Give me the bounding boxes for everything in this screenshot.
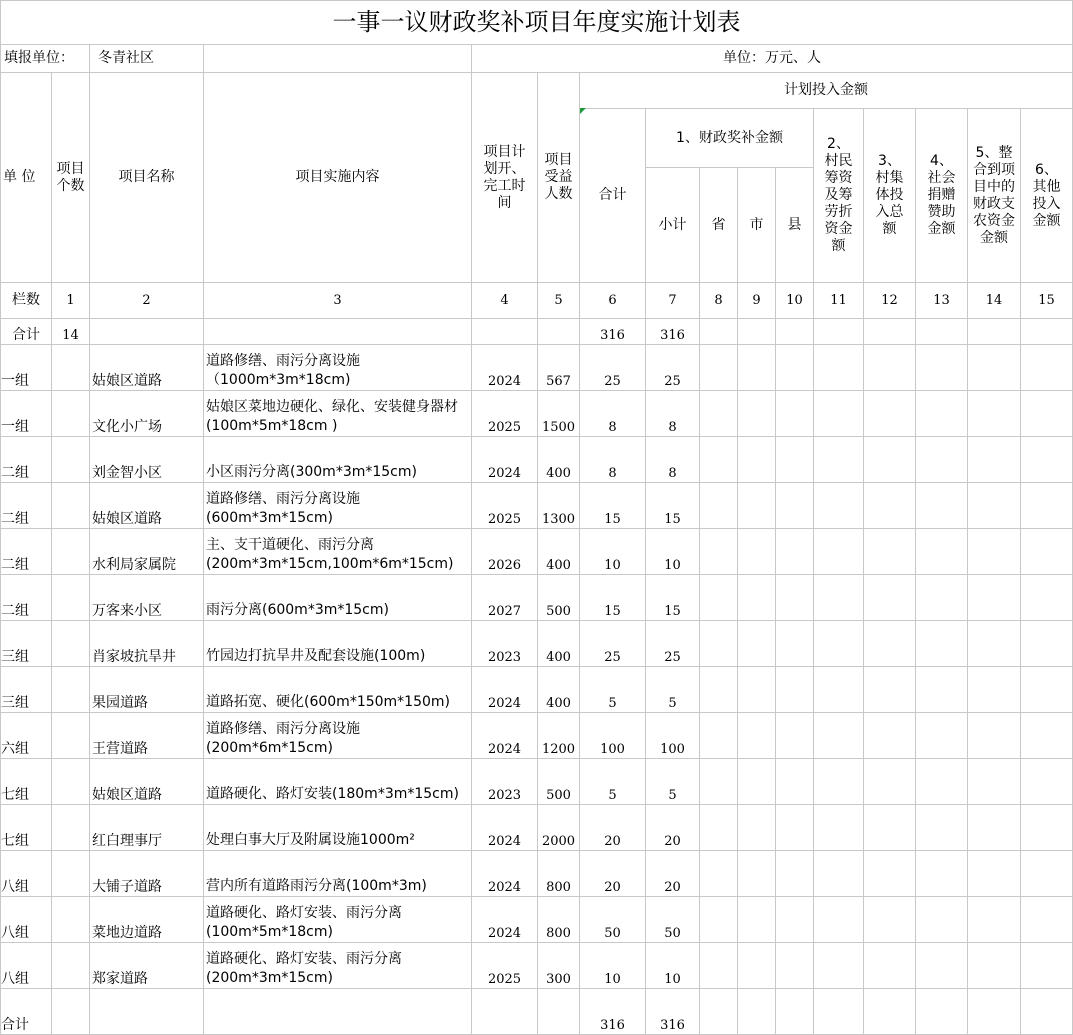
row-unit: 二组 xyxy=(1,529,52,575)
row-subtotal: 25 xyxy=(646,621,700,667)
column-number: 12 xyxy=(864,283,916,319)
row-subtotal: 100 xyxy=(646,713,700,759)
row-project-name: 文化小广场 xyxy=(90,391,204,437)
column-number: 9 xyxy=(738,283,776,319)
empty-cell xyxy=(864,437,916,483)
row-year: 2027 xyxy=(472,575,538,621)
row-year: 2025 xyxy=(472,391,538,437)
column-number: 14 xyxy=(968,283,1021,319)
filler-label: 填报单位： xyxy=(1,45,90,73)
empty-cell xyxy=(1021,345,1073,391)
row-count xyxy=(52,621,90,667)
column-numbers-label: 栏数 xyxy=(1,283,52,319)
empty-cell xyxy=(968,805,1021,851)
row-total: 10 xyxy=(580,943,646,989)
row-content: 小区雨污分离(300m*3m*15cm) xyxy=(204,437,472,483)
row-beneficiaries: 800 xyxy=(538,851,580,897)
header-unit: 单 位 xyxy=(1,73,52,283)
empty-cell xyxy=(864,667,916,713)
header-county: 县 xyxy=(776,168,814,283)
row-unit: 二组 xyxy=(1,575,52,621)
empty-cell xyxy=(968,667,1021,713)
row-content: 主、支干道硬化、雨污分离(200m*3m*15cm,100m*6m*15cm) xyxy=(204,529,472,575)
empty-cell xyxy=(864,897,916,943)
empty-cell xyxy=(916,437,968,483)
empty-cell xyxy=(916,851,968,897)
row-content: 道路修缮、雨污分离设施(200m*6m*15cm) xyxy=(204,713,472,759)
row-subtotal: 25 xyxy=(646,345,700,391)
row-unit: 八组 xyxy=(1,851,52,897)
empty-cell xyxy=(738,391,776,437)
column-number: 2 xyxy=(90,283,204,319)
empty-cell xyxy=(700,621,738,667)
row-project-name: 姑娘区道路 xyxy=(90,345,204,391)
row-project-name: 大铺子道路 xyxy=(90,851,204,897)
row-unit: 八组 xyxy=(1,943,52,989)
row-unit: 二组 xyxy=(1,483,52,529)
empty-cell xyxy=(776,851,814,897)
row-subtotal: 5 xyxy=(646,759,700,805)
row-subtotal: 10 xyxy=(646,943,700,989)
empty-cell xyxy=(738,345,776,391)
row-year: 2024 xyxy=(472,897,538,943)
row-unit: 二组 xyxy=(1,437,52,483)
empty-cell xyxy=(814,897,864,943)
row-unit: 八组 xyxy=(1,897,52,943)
row-subtotal: 15 xyxy=(646,483,700,529)
empty-cell xyxy=(700,759,738,805)
header-name: 项目名称 xyxy=(90,73,204,283)
row-total: 50 xyxy=(580,897,646,943)
empty-cell xyxy=(1021,897,1073,943)
row-total: 15 xyxy=(580,483,646,529)
empty-cell xyxy=(814,805,864,851)
table-row xyxy=(1,759,1073,805)
header-province: 省 xyxy=(700,168,738,283)
header-fiscal: 1、财政奖补金额 xyxy=(646,109,814,168)
empty-cell xyxy=(700,345,738,391)
empty-cell xyxy=(814,483,864,529)
column-number: 4 xyxy=(472,283,538,319)
row-project-name: 王营道路 xyxy=(90,713,204,759)
empty-cell xyxy=(916,943,968,989)
row-count xyxy=(52,483,90,529)
row-year: 2026 xyxy=(472,529,538,575)
column-number: 8 xyxy=(700,283,738,319)
row-year: 2024 xyxy=(472,345,538,391)
empty-cell xyxy=(738,897,776,943)
row-project-name: 姑娘区道路 xyxy=(90,483,204,529)
empty-cell xyxy=(814,575,864,621)
row-beneficiaries: 500 xyxy=(538,575,580,621)
row-beneficiaries: 400 xyxy=(538,437,580,483)
row-beneficiaries: 400 xyxy=(538,621,580,667)
summary-bottom-subtotal: 316 xyxy=(646,989,700,1035)
empty-cell xyxy=(776,483,814,529)
empty-cell xyxy=(776,713,814,759)
table-row xyxy=(1,621,1073,667)
column-number: 13 xyxy=(916,283,968,319)
empty-cell xyxy=(968,943,1021,989)
empty-cell xyxy=(864,621,916,667)
empty-cell xyxy=(916,391,968,437)
empty-cell xyxy=(916,897,968,943)
empty-cell xyxy=(916,529,968,575)
row-content: 道路硬化、路灯安装、雨污分离(100m*5m*18cm) xyxy=(204,897,472,943)
empty-cell xyxy=(738,483,776,529)
empty-cell xyxy=(864,759,916,805)
table-row xyxy=(1,713,1073,759)
summary-bottom-total: 316 xyxy=(580,989,646,1035)
row-project-name: 水利局家属院 xyxy=(90,529,204,575)
row-beneficiaries: 400 xyxy=(538,667,580,713)
empty-cell xyxy=(916,759,968,805)
row-count xyxy=(52,713,90,759)
filler-value: 冬青社区 xyxy=(90,45,204,73)
row-total: 20 xyxy=(580,851,646,897)
empty-cell xyxy=(968,851,1021,897)
row-content: 道路修缮、雨污分离设施(600m*3m*15cm) xyxy=(204,483,472,529)
empty-cell xyxy=(864,943,916,989)
empty-cell xyxy=(738,805,776,851)
row-content: 竹园边打抗旱井及配套设施(100m) xyxy=(204,621,472,667)
summary-top-label: 合计 xyxy=(1,319,52,345)
table-row xyxy=(1,391,1073,437)
empty-cell xyxy=(700,713,738,759)
row-beneficiaries: 2000 xyxy=(538,805,580,851)
empty-cell xyxy=(776,943,814,989)
row-total: 20 xyxy=(580,805,646,851)
cell-comment-marker xyxy=(580,108,586,114)
row-year: 2024 xyxy=(472,805,538,851)
column-number: 1 xyxy=(52,283,90,319)
row-beneficiaries: 400 xyxy=(538,529,580,575)
empty-cell xyxy=(916,667,968,713)
row-subtotal: 50 xyxy=(646,897,700,943)
empty-cell xyxy=(700,851,738,897)
unit-note: 单位：万元、人 xyxy=(472,45,1073,73)
header-other: 6、其他投入金额 xyxy=(1021,109,1073,283)
empty-cell xyxy=(700,529,738,575)
row-total: 5 xyxy=(580,759,646,805)
header-beneficiaries: 项目受益人数 xyxy=(538,73,580,283)
empty-cell xyxy=(776,667,814,713)
table-row xyxy=(1,575,1073,621)
column-number: 15 xyxy=(1021,283,1073,319)
row-beneficiaries: 1300 xyxy=(538,483,580,529)
row-content: 道路修缮、雨污分离设施（1000m*3m*18cm) xyxy=(204,345,472,391)
empty-cell xyxy=(1021,851,1073,897)
header-subtotal: 小计 xyxy=(646,168,700,283)
row-total: 10 xyxy=(580,529,646,575)
table-row xyxy=(1,851,1073,897)
row-project-name: 菜地边道路 xyxy=(90,897,204,943)
empty-cell xyxy=(700,575,738,621)
empty-cell xyxy=(968,483,1021,529)
empty-cell xyxy=(968,897,1021,943)
empty-cell xyxy=(700,943,738,989)
row-content: 道路硬化、路灯安装(180m*3m*15cm) xyxy=(204,759,472,805)
empty-cell xyxy=(814,529,864,575)
empty-cell xyxy=(814,345,864,391)
empty-cell xyxy=(814,851,864,897)
empty-cell xyxy=(776,621,814,667)
row-count xyxy=(52,759,90,805)
row-total: 100 xyxy=(580,713,646,759)
empty-cell xyxy=(776,805,814,851)
empty-cell xyxy=(1021,713,1073,759)
empty-cell xyxy=(1021,943,1073,989)
empty-cell xyxy=(968,759,1021,805)
row-subtotal: 8 xyxy=(646,437,700,483)
empty-cell xyxy=(916,713,968,759)
empty-cell xyxy=(700,897,738,943)
empty-cell xyxy=(776,391,814,437)
empty-cell xyxy=(700,667,738,713)
table-row xyxy=(1,805,1073,851)
row-total: 8 xyxy=(580,437,646,483)
page-title: 一事一议财政奖补项目年度实施计划表 xyxy=(1,1,1073,45)
empty-cell xyxy=(968,713,1021,759)
empty-cell xyxy=(864,345,916,391)
row-unit: 六组 xyxy=(1,713,52,759)
row-subtotal: 10 xyxy=(646,529,700,575)
empty-cell xyxy=(814,759,864,805)
empty-cell xyxy=(776,759,814,805)
empty-cell xyxy=(916,345,968,391)
row-total: 5 xyxy=(580,667,646,713)
empty-cell xyxy=(1021,391,1073,437)
row-count xyxy=(52,575,90,621)
row-subtotal: 15 xyxy=(646,575,700,621)
row-subtotal: 20 xyxy=(646,851,700,897)
row-count xyxy=(52,345,90,391)
header-total: 合计 xyxy=(580,109,646,283)
row-count xyxy=(52,391,90,437)
row-count xyxy=(52,529,90,575)
header-time: 项目计划开、完工时间 xyxy=(472,73,538,283)
row-year: 2023 xyxy=(472,621,538,667)
empty-cell xyxy=(968,529,1021,575)
empty-cell xyxy=(864,391,916,437)
column-number: 5 xyxy=(538,283,580,319)
empty-cell xyxy=(1021,529,1073,575)
row-year: 2025 xyxy=(472,483,538,529)
empty-cell xyxy=(968,391,1021,437)
empty-cell xyxy=(864,805,916,851)
table-row xyxy=(1,667,1073,713)
empty-cell xyxy=(1021,805,1073,851)
row-beneficiaries: 567 xyxy=(538,345,580,391)
empty-cell xyxy=(738,713,776,759)
empty-cell xyxy=(864,575,916,621)
table-row xyxy=(1,897,1073,943)
column-number: 11 xyxy=(814,283,864,319)
column-number: 3 xyxy=(204,283,472,319)
empty-cell xyxy=(700,805,738,851)
empty-cell xyxy=(916,805,968,851)
row-count xyxy=(52,437,90,483)
header-content: 项目实施内容 xyxy=(204,73,472,283)
row-year: 2024 xyxy=(472,713,538,759)
row-subtotal: 20 xyxy=(646,805,700,851)
column-number: 6 xyxy=(580,283,646,319)
row-count xyxy=(52,943,90,989)
column-number: 7 xyxy=(646,283,700,319)
header-social: 4、社会捐赠赞助金额 xyxy=(916,109,968,283)
empty-cell xyxy=(776,345,814,391)
row-total: 8 xyxy=(580,391,646,437)
row-project-name: 肖家坡抗旱井 xyxy=(90,621,204,667)
row-content: 营内所有道路雨污分离(100m*3m) xyxy=(204,851,472,897)
header-collective: 3、村集体投入总额 xyxy=(864,109,916,283)
row-total: 25 xyxy=(580,621,646,667)
empty-cell xyxy=(1021,437,1073,483)
row-year: 2023 xyxy=(472,759,538,805)
row-project-name: 万客来小区 xyxy=(90,575,204,621)
empty-cell xyxy=(738,759,776,805)
empty-cell xyxy=(864,851,916,897)
row-year: 2024 xyxy=(472,437,538,483)
empty-cell xyxy=(814,391,864,437)
empty-cell xyxy=(776,897,814,943)
empty-cell xyxy=(738,575,776,621)
summary-top-subtotal: 316 xyxy=(646,319,700,345)
header-planned-invest: 计划投入金额 xyxy=(580,73,1073,109)
row-year: 2025 xyxy=(472,943,538,989)
row-year: 2024 xyxy=(472,851,538,897)
row-content: 道路拓宽、硬化(600m*150m*150m) xyxy=(204,667,472,713)
row-project-name: 红白理事厅 xyxy=(90,805,204,851)
header-villager: 2、村民筹资及筹劳折资金额 xyxy=(814,109,864,283)
row-unit: 三组 xyxy=(1,667,52,713)
row-beneficiaries: 1200 xyxy=(538,713,580,759)
summary-bottom-label: 合计 xyxy=(1,989,52,1035)
summary-top-count: 14 xyxy=(52,319,90,345)
empty-cell xyxy=(814,621,864,667)
row-year: 2024 xyxy=(472,667,538,713)
empty-cell xyxy=(814,943,864,989)
empty-cell xyxy=(700,391,738,437)
empty-cell xyxy=(916,621,968,667)
table-row xyxy=(1,437,1073,483)
empty-cell xyxy=(968,575,1021,621)
empty-cell xyxy=(916,483,968,529)
row-project-name: 郑家道路 xyxy=(90,943,204,989)
row-project-name: 刘金智小区 xyxy=(90,437,204,483)
row-unit: 一组 xyxy=(1,345,52,391)
empty-cell xyxy=(1021,667,1073,713)
row-subtotal: 5 xyxy=(646,667,700,713)
table-row xyxy=(1,345,1073,391)
row-content: 道路硬化、路灯安装、雨污分离(200m*3m*15cm) xyxy=(204,943,472,989)
row-content: 处理白事大厅及附属设施1000m² xyxy=(204,805,472,851)
row-unit: 七组 xyxy=(1,805,52,851)
row-unit: 三组 xyxy=(1,621,52,667)
empty-cell xyxy=(814,713,864,759)
summary-top-total: 316 xyxy=(580,319,646,345)
row-subtotal: 8 xyxy=(646,391,700,437)
empty-cell xyxy=(968,437,1021,483)
empty-cell xyxy=(916,575,968,621)
empty-cell xyxy=(864,713,916,759)
header-city: 市 xyxy=(738,168,776,283)
row-beneficiaries: 300 xyxy=(538,943,580,989)
empty-cell xyxy=(776,575,814,621)
row-unit: 一组 xyxy=(1,391,52,437)
table-row xyxy=(1,943,1073,989)
header-count: 项目个数 xyxy=(52,73,90,283)
row-count xyxy=(52,851,90,897)
empty-cell xyxy=(968,621,1021,667)
empty-cell xyxy=(738,943,776,989)
row-count xyxy=(52,805,90,851)
empty-cell xyxy=(968,345,1021,391)
row-beneficiaries: 500 xyxy=(538,759,580,805)
row-total: 25 xyxy=(580,345,646,391)
empty-cell xyxy=(814,437,864,483)
empty-cell xyxy=(1021,759,1073,805)
empty-cell xyxy=(738,437,776,483)
row-count xyxy=(52,667,90,713)
table-row xyxy=(1,529,1073,575)
row-unit: 七组 xyxy=(1,759,52,805)
row-content: 雨污分离(600m*3m*15cm) xyxy=(204,575,472,621)
row-content: 姑娘区菜地边硬化、绿化、安装健身器材(100m*5m*18cm ) xyxy=(204,391,472,437)
column-number: 10 xyxy=(776,283,814,319)
empty-cell xyxy=(700,437,738,483)
empty-cell xyxy=(864,483,916,529)
empty-cell xyxy=(738,621,776,667)
header-integrated: 5、整合到项目中的财政支农资金金额 xyxy=(968,109,1021,283)
empty-cell xyxy=(776,437,814,483)
empty-cell xyxy=(738,529,776,575)
empty-cell xyxy=(738,851,776,897)
row-count xyxy=(52,897,90,943)
empty-cell xyxy=(814,667,864,713)
row-project-name: 姑娘区道路 xyxy=(90,759,204,805)
row-project-name: 果园道路 xyxy=(90,667,204,713)
row-total: 15 xyxy=(580,575,646,621)
row-beneficiaries: 1500 xyxy=(538,391,580,437)
empty-cell xyxy=(1021,575,1073,621)
table-row xyxy=(1,483,1073,529)
row-beneficiaries: 800 xyxy=(538,897,580,943)
empty-cell xyxy=(776,529,814,575)
empty-cell xyxy=(1021,483,1073,529)
empty-cell xyxy=(738,667,776,713)
empty-cell xyxy=(1021,621,1073,667)
empty-cell xyxy=(864,529,916,575)
empty-cell xyxy=(700,483,738,529)
